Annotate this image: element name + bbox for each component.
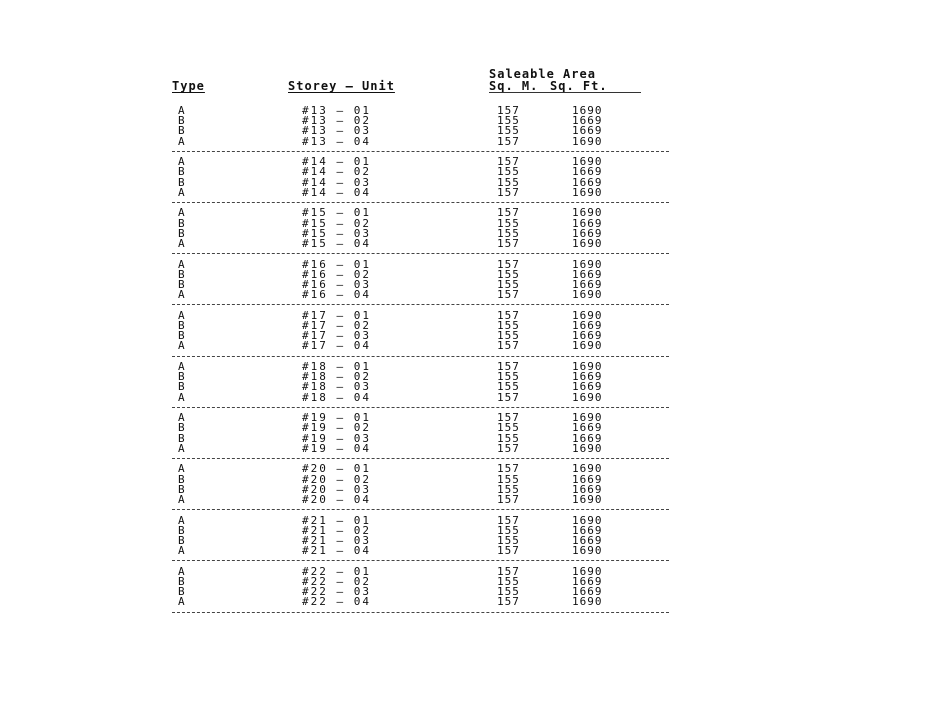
unit-type-cell: A [178, 134, 186, 148]
sq-m-cell: 155 [497, 431, 520, 445]
table-row [0, 236, 943, 250]
table-row [0, 382, 943, 392]
table-row [0, 257, 943, 271]
dashed-separator [172, 458, 669, 459]
sq-m-cell: 157 [497, 257, 520, 271]
storey-unit-cell: #20 – 04 [302, 492, 371, 506]
storey-unit-cell: #15 – 02 [302, 216, 371, 230]
table-row [0, 523, 943, 537]
storey-group [0, 362, 943, 403]
unit-type-cell: A [178, 308, 186, 322]
sq-m-cell: 155 [497, 370, 520, 384]
table-row [0, 126, 943, 136]
sq-ft-cell: 1690 [572, 513, 603, 527]
table-row [0, 277, 943, 291]
sq-ft-cell: 1669 [572, 329, 603, 343]
sq-m-cell: 157 [497, 492, 520, 506]
table-row [0, 372, 943, 382]
table-row [0, 290, 943, 300]
table-row [0, 472, 943, 486]
storey-unit-cell: #14 – 03 [302, 175, 371, 189]
sq-ft-cell: 1669 [572, 165, 603, 179]
sq-m-cell: 155 [497, 574, 520, 588]
unit-type-cell: B [178, 267, 186, 281]
sq-m-cell: 157 [497, 595, 520, 609]
sq-m-cell: 157 [497, 513, 520, 527]
storey-unit-cell: #21 – 03 [302, 533, 371, 547]
sq-m-cell: 155 [497, 226, 520, 240]
unit-type-cell: B [178, 370, 186, 384]
sq-ft-cell: 1690 [572, 360, 603, 373]
unit-type-cell: A [178, 513, 186, 527]
table-row [0, 134, 943, 148]
sq-m-cell: 155 [497, 482, 520, 496]
dashed-separator [172, 253, 669, 254]
unit-type-cell: A [178, 360, 186, 373]
table-row [0, 318, 943, 332]
sq-ft-cell: 1690 [572, 441, 603, 455]
unit-type-cell: A [178, 236, 186, 250]
sq-m-cell: 155 [497, 533, 520, 547]
sq-m-cell: 155 [497, 523, 520, 537]
unit-type-cell: B [178, 585, 186, 599]
storey-unit-cell: #19 – 01 [302, 411, 371, 425]
sq-m-cell: 155 [497, 175, 520, 189]
sq-m-cell: 155 [497, 421, 520, 435]
sq-ft-cell: 1690 [572, 104, 603, 117]
sq-ft-cell: 1669 [572, 175, 603, 189]
unit-type-cell: B [178, 216, 186, 230]
storey-unit-cell: #22 – 04 [302, 595, 371, 609]
sq-m-cell: 157 [497, 462, 520, 476]
unit-type-cell: A [178, 155, 186, 169]
sq-ft-cell: 1669 [572, 267, 603, 281]
sq-m-cell: 155 [497, 267, 520, 281]
unit-type-cell: A [178, 390, 186, 404]
unit-type-cell: A [178, 104, 186, 117]
sq-m-column-header: Sq. M. [489, 79, 539, 93]
storey-group [0, 106, 943, 147]
unit-type-cell: A [178, 462, 186, 476]
unit-type-cell: A [178, 339, 186, 353]
dashed-separator [172, 151, 669, 152]
sq-ft-cell: 1669 [572, 380, 603, 394]
unit-type-cell: A [178, 206, 186, 220]
table-row [0, 513, 943, 527]
sq-m-cell: 155 [497, 124, 520, 138]
storey-unit-cell: #20 – 03 [302, 482, 371, 496]
table-row [0, 308, 943, 322]
sq-ft-cell: 1690 [572, 308, 603, 322]
storey-unit-cell: #14 – 02 [302, 165, 371, 179]
storey-unit-cell: #17 – 04 [302, 339, 371, 353]
storey-group [0, 564, 943, 609]
table-row [0, 587, 943, 597]
dashed-separator [172, 356, 669, 357]
unit-type-cell: B [178, 523, 186, 537]
sq-m-cell: 157 [497, 564, 520, 578]
unit-type-cell: A [178, 544, 186, 558]
storey-unit-cell: #15 – 03 [302, 226, 371, 240]
storey-group [0, 208, 943, 249]
dashed-separator [172, 560, 669, 561]
sq-ft-cell: 1669 [572, 523, 603, 537]
sq-m-cell: 155 [497, 329, 520, 343]
unit-type-cell: A [178, 492, 186, 506]
dashed-separator [172, 304, 669, 305]
sq-m-cell: 155 [497, 165, 520, 179]
storey-unit-cell: #18 – 03 [302, 380, 371, 394]
storey-unit-cell: #16 – 04 [302, 288, 371, 302]
sq-ft-cell: 1669 [572, 114, 603, 128]
unit-type-cell: B [178, 114, 186, 128]
unit-type-cell: A [178, 441, 186, 455]
sq-ft-cell: 1669 [572, 318, 603, 332]
unit-type-cell: A [178, 257, 186, 271]
sq-ft-cell: 1690 [572, 462, 603, 476]
storey-group [0, 157, 943, 198]
storey-unit-cell: #20 – 02 [302, 472, 371, 486]
sq-m-cell: 157 [497, 104, 520, 117]
table-row [0, 482, 943, 496]
table-row [0, 413, 943, 423]
table-row [0, 106, 943, 116]
sq-ft-column-header: Sq. Ft. [550, 79, 608, 93]
table-row [0, 267, 943, 281]
unit-type-cell: B [178, 277, 186, 291]
storey-unit-cell: #19 – 02 [302, 421, 371, 435]
table-row [0, 492, 943, 506]
saleable-area-heading: Saleable Area [489, 67, 596, 81]
sq-m-cell: 157 [497, 441, 520, 455]
type-column-header: Type [172, 79, 205, 93]
unit-type-cell: B [178, 318, 186, 332]
unit-type-cell: B [178, 380, 186, 394]
dashed-separator [172, 202, 669, 203]
unit-type-cell: B [178, 482, 186, 496]
table-row [0, 362, 943, 372]
storey-group [0, 257, 943, 302]
storey-group [0, 413, 943, 454]
table-row [0, 175, 943, 189]
storey-group [0, 513, 943, 558]
table-row [0, 208, 943, 218]
storey-unit-cell: #13 – 01 [302, 104, 371, 117]
sq-m-cell: 157 [497, 390, 520, 404]
unit-type-cell: B [178, 533, 186, 547]
table-row [0, 116, 943, 126]
storey-unit-cell: #18 – 01 [302, 360, 371, 373]
sq-ft-cell: 1690 [572, 595, 603, 609]
sq-ft-cell: 1669 [572, 277, 603, 291]
unit-type-cell: A [178, 288, 186, 302]
table-row [0, 331, 943, 341]
sq-m-cell: 157 [497, 544, 520, 558]
sq-m-cell: 157 [497, 308, 520, 322]
sq-m-cell: 157 [497, 360, 520, 373]
table-row [0, 441, 943, 455]
table-row [0, 431, 943, 445]
unit-type-cell: A [178, 411, 186, 425]
table-row [0, 390, 943, 404]
storey-unit-cell: #15 – 04 [302, 236, 371, 250]
sq-ft-cell: 1690 [572, 155, 603, 169]
unit-type-cell: B [178, 472, 186, 486]
table-row [0, 157, 943, 167]
table-row [0, 464, 943, 474]
storey-unit-cell: #22 – 01 [302, 564, 371, 578]
table-row [0, 546, 943, 556]
sq-ft-cell: 1669 [572, 482, 603, 496]
sq-m-cell: 157 [497, 155, 520, 169]
storey-unit-cell: #16 – 02 [302, 267, 371, 281]
storey-unit-cell: #17 – 02 [302, 318, 371, 332]
storey-unit-cell: #21 – 02 [302, 523, 371, 537]
storey-unit-cell: #16 – 01 [302, 257, 371, 271]
sq-ft-cell: 1669 [572, 226, 603, 240]
sq-ft-cell: 1690 [572, 134, 603, 148]
table-row [0, 185, 943, 199]
table-row [0, 533, 943, 547]
storey-unit-cell: #15 – 01 [302, 206, 371, 220]
sq-ft-cell: 1669 [572, 574, 603, 588]
sq-m-cell: 157 [497, 134, 520, 148]
storey-unit-cell: #22 – 03 [302, 585, 371, 599]
unit-type-cell: B [178, 329, 186, 343]
sq-ft-cell: 1669 [572, 421, 603, 435]
unit-type-cell: B [178, 124, 186, 138]
sq-ft-cell: 1690 [572, 411, 603, 425]
sq-ft-cell: 1669 [572, 124, 603, 138]
table-row [0, 216, 943, 230]
storey-unit-cell: #13 – 04 [302, 134, 371, 148]
sq-ft-cell: 1690 [572, 185, 603, 199]
sq-ft-cell: 1690 [572, 492, 603, 506]
area-header-underline [489, 92, 641, 93]
unit-type-cell: B [178, 574, 186, 588]
sq-ft-cell: 1690 [572, 564, 603, 578]
table-row [0, 167, 943, 177]
storey-unit-cell: #18 – 02 [302, 370, 371, 384]
storey-group [0, 464, 943, 505]
sq-ft-cell: 1669 [572, 370, 603, 384]
table-row [0, 564, 943, 578]
storey-group [0, 308, 943, 353]
sq-m-cell: 155 [497, 472, 520, 486]
sq-m-cell: 157 [497, 288, 520, 302]
unit-type-cell: A [178, 564, 186, 578]
storey-unit-cell: #22 – 02 [302, 574, 371, 588]
unit-type-cell: B [178, 431, 186, 445]
unit-type-cell: B [178, 421, 186, 435]
storey-unit-cell: #20 – 01 [302, 462, 371, 476]
sq-ft-cell: 1669 [572, 472, 603, 486]
sq-m-cell: 155 [497, 318, 520, 332]
sq-ft-cell: 1690 [572, 339, 603, 353]
table-row [0, 574, 943, 588]
sq-ft-cell: 1669 [572, 216, 603, 230]
storey-unit-cell: #13 – 03 [302, 124, 371, 138]
sq-m-cell: 157 [497, 206, 520, 220]
sq-m-cell: 157 [497, 236, 520, 250]
sq-ft-cell: 1690 [572, 257, 603, 271]
sq-m-cell: 157 [497, 339, 520, 353]
table-row [0, 226, 943, 240]
sq-m-cell: 155 [497, 585, 520, 599]
table-row [0, 423, 943, 433]
sq-ft-cell: 1690 [572, 236, 603, 250]
sq-m-cell: 155 [497, 114, 520, 128]
unit-type-cell: B [178, 226, 186, 240]
storey-unit-cell: #14 – 04 [302, 185, 371, 199]
sq-ft-cell: 1669 [572, 585, 603, 599]
storey-unit-cell: #21 – 01 [302, 513, 371, 527]
storey-unit-cell: #16 – 03 [302, 277, 371, 291]
unit-type-cell: B [178, 165, 186, 179]
storey-unit-cell: #17 – 01 [302, 308, 371, 322]
storey-unit-cell: #19 – 04 [302, 441, 371, 455]
storey-unit-cell: #21 – 04 [302, 544, 371, 558]
sq-m-cell: 155 [497, 216, 520, 230]
sq-ft-cell: 1690 [572, 390, 603, 404]
table-row [0, 341, 943, 351]
sq-m-cell: 155 [497, 380, 520, 394]
sq-m-cell: 157 [497, 411, 520, 425]
unit-type-cell: A [178, 185, 186, 199]
dashed-separator [172, 509, 669, 510]
storey-unit-cell: #19 – 03 [302, 431, 371, 445]
sq-ft-cell: 1669 [572, 533, 603, 547]
storey-unit-cell: #13 – 02 [302, 114, 371, 128]
unit-type-cell: A [178, 595, 186, 609]
sq-ft-cell: 1669 [572, 431, 603, 445]
unit-type-cell: B [178, 175, 186, 189]
storey-unit-column-header: Storey – Unit [288, 79, 395, 93]
sq-m-cell: 157 [497, 185, 520, 199]
sq-ft-cell: 1690 [572, 544, 603, 558]
sq-ft-cell: 1690 [572, 206, 603, 220]
table-row [0, 597, 943, 607]
sq-m-cell: 155 [497, 277, 520, 291]
storey-unit-cell: #17 – 03 [302, 329, 371, 343]
dashed-separator [172, 407, 669, 408]
dashed-separator [172, 612, 669, 613]
sq-ft-cell: 1690 [572, 288, 603, 302]
storey-unit-cell: #18 – 04 [302, 390, 371, 404]
storey-unit-cell: #14 – 01 [302, 155, 371, 169]
